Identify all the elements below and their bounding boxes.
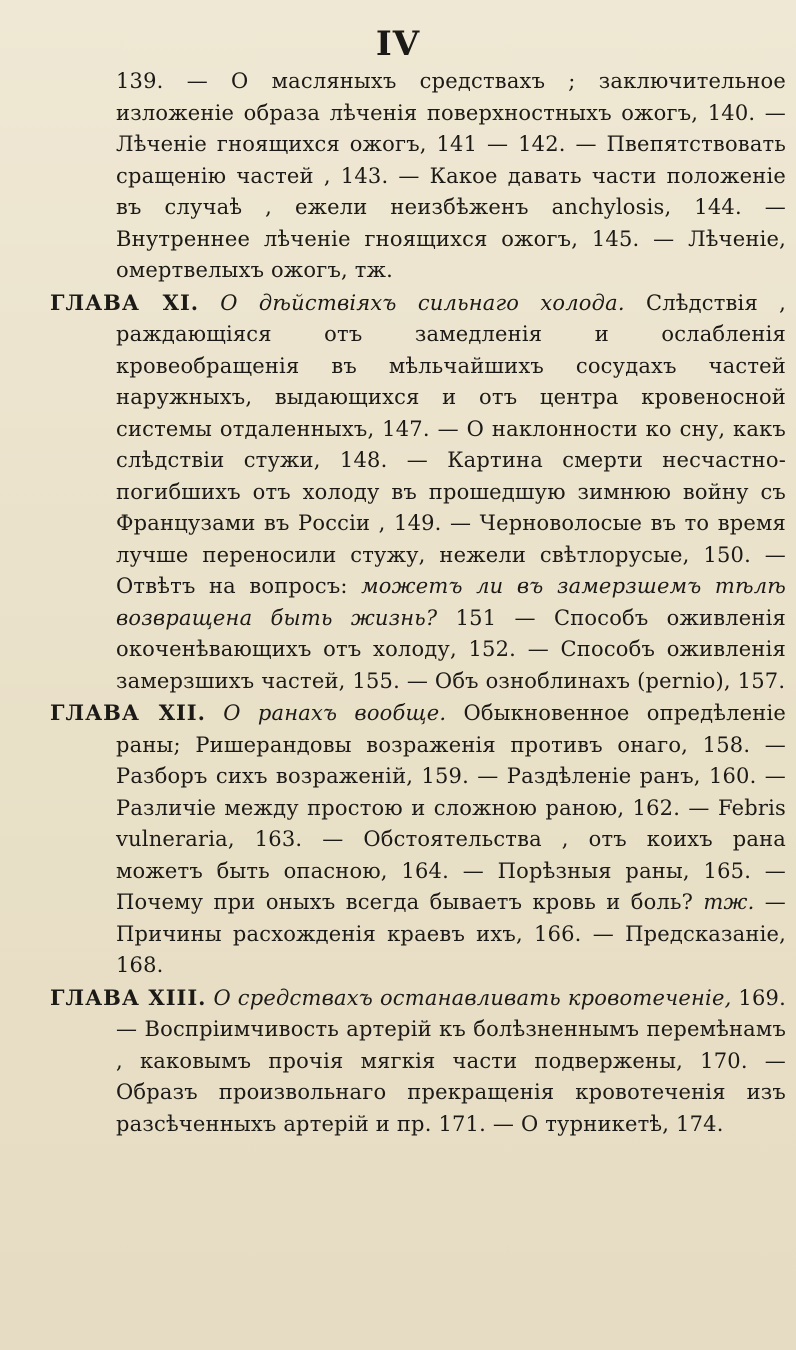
chapter-12-title: О ранахъ вообще. (223, 701, 447, 725)
page-number: IV (375, 24, 421, 64)
chapter-12-entry (50, 697, 786, 982)
chapter-12-summary-2: — Причины расхожденія краевъ ихъ, 166. — Предсказаніе, 168. (116, 890, 786, 977)
chapter-12-summary-1: Обыкновенное опредѣленіе раны; Ришерандовы возраженія противъ онаго, 158. — Разборъ сихъ возраженій, 159. — Раздѣленіе ранъ, 160. — Различіе между простою и сложною раною, 162. — Febris vulneraria, 163. — Обстоятельства , отъ коихъ рана можетъ быть опасною, 164. — Порѣзныя раны, 165. — Почему при оныхъ всегда бываетъ кровь и боль? (116, 701, 787, 914)
chapter-11-entry (50, 287, 786, 698)
chapter-11-question: можетъ ли въ замерзшемъ тѣлѣ возвращена быть жизнь? (116, 574, 786, 630)
chapter-13-entry (50, 982, 786, 1141)
chapter-12-heading: ГЛАВА XII. (50, 700, 206, 725)
continuation-paragraph (50, 66, 786, 287)
continuation-text: 139. — О масляныхъ средствахъ ; заключительное изложеніе образа лѣченія поверхностныхъ ожогъ, 140. — Лѣченіе гноящихся ожогъ, 141 — 142. — Пвепятствовать сращенію частей , 143. — Какое давать части положеніе въ случаѣ , ежели неизбѣженъ anchylosis, 144. — Внутреннее лѣченіе гноящихся ожогъ, 145. — Лѣченіе, омертвелыхъ ожогъ, тж. (116, 69, 786, 282)
chapter-11-title: О дѣйствіяхъ сильнаго холода. (220, 290, 625, 315)
chapter-11-summary-2: 151 — Способъ оживленія окоченѣвающихъ отъ холоду, 152. — Способъ оживленія замерзшихъ частей, 155. — Объ озноблинахъ (pernio), 157. (116, 605, 786, 693)
chapter-11-heading: ГЛАВА XI. (50, 289, 200, 315)
chapter-13-summary: 169. — Воспріимчивость артерій къ болѣзненнымъ перемѣнамъ , каковымъ прочія мягкія части подвержены, 170. — Образъ произвольнаго прекращенія кровотеченія изъ разсѣченныхъ артерій и пр. 171. — О турникетѣ, 174. (116, 985, 786, 1136)
chapter-13-title: О средствахъ останавливать кровотеченіе, (213, 985, 732, 1010)
table-of-contents (50, 66, 786, 1140)
chapter-12-ref: тж. (703, 890, 755, 914)
chapter-13-heading: ГЛАВА XIII. (50, 984, 207, 1010)
chapter-11-summary-1: Слѣдствія , раждающіяся отъ замедленія и ослабленія кровеобращенія въ мѣльчайшихъ сосудахъ частей наружныхъ, выдающихся и отъ центра кровеносной системы отдаленныхъ, 147. — О наклонности ко сну, какъ слѣдствіи стужи, 148. — Картина смерти несчастно-погибшихъ отъ холоду въ прошедшую зимнюю войну съ Французами въ Россіи , 149. — Черноволосые въ то время лучше переносили стужу, нежели свѣтлорусые, 150. — Отвѣтъ на вопросъ: (116, 290, 786, 598)
